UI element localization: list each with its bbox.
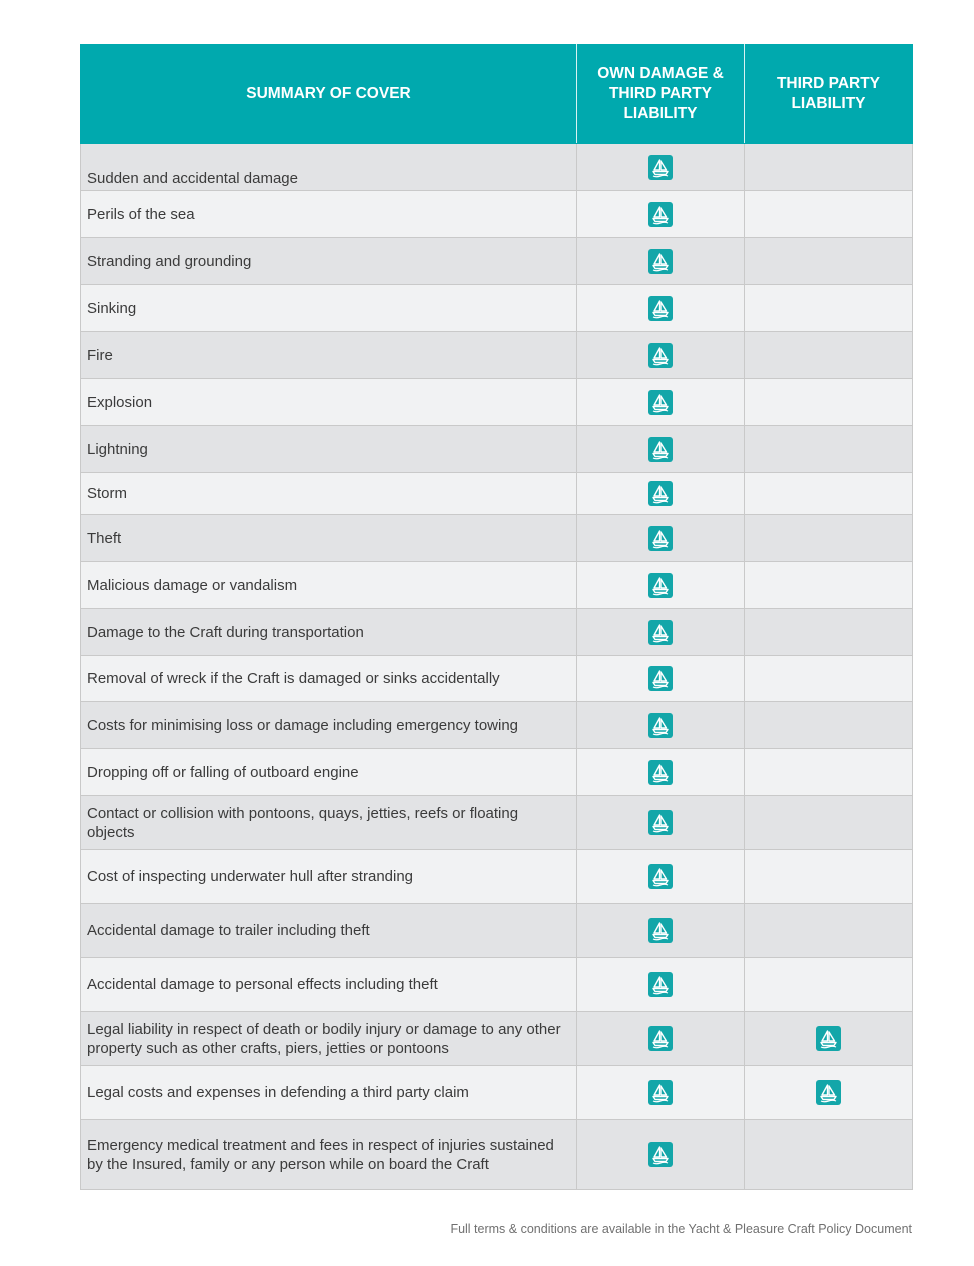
cover-item-label: Damage to the Craft during transportation — [81, 609, 577, 656]
boat-icon — [648, 810, 673, 835]
own-damage-cell — [577, 850, 745, 904]
footer-note: Full terms & conditions are available in the Yacht & Pleasure Craft Policy Document — [450, 1222, 912, 1236]
cover-item-label: Legal costs and expenses in defending a third party claim — [81, 1066, 577, 1120]
third-party-cell — [745, 1120, 913, 1190]
own-damage-cell — [577, 904, 745, 958]
third-party-cell — [745, 191, 913, 238]
boat-icon — [648, 481, 673, 506]
cover-rows — [81, 144, 913, 1190]
table-row — [81, 238, 913, 285]
summary-of-cover-table — [80, 44, 913, 1190]
boat-icon — [648, 573, 673, 598]
third-party-cell — [745, 656, 913, 702]
own-damage-cell — [577, 285, 745, 332]
third-party-cell — [745, 285, 913, 332]
own-damage-cell — [577, 332, 745, 379]
table-row — [81, 656, 913, 702]
cover-item-label: Costs for minimising loss or damage including emergency towing — [81, 702, 577, 749]
header-own-damage: OWN DAMAGE & THIRD PARTY LIABILITY — [577, 45, 745, 144]
cover-item-label: Fire — [81, 332, 577, 379]
cover-item-label: Emergency medical treatment and fees in respect of injuries sustained by the Insured, family or any person while on board the Craft — [81, 1120, 577, 1190]
own-damage-cell — [577, 562, 745, 609]
boat-icon — [648, 713, 673, 738]
boat-icon — [816, 1026, 841, 1051]
boat-icon — [648, 390, 673, 415]
own-damage-cell — [577, 238, 745, 285]
cover-item-label: Theft — [81, 515, 577, 562]
boat-icon — [648, 1080, 673, 1105]
table-row — [81, 379, 913, 426]
cover-item-label: Malicious damage or vandalism — [81, 562, 577, 609]
cover-item-label: Removal of wreck if the Craft is damaged or sinks accidentally — [81, 656, 577, 702]
cover-item-label: Dropping off or falling of outboard engine — [81, 749, 577, 796]
boat-icon — [648, 1026, 673, 1051]
table-row — [81, 609, 913, 656]
third-party-cell — [745, 379, 913, 426]
own-damage-cell — [577, 1066, 745, 1120]
third-party-cell — [745, 850, 913, 904]
cover-item-label: Contact or collision with pontoons, quays, jetties, reefs or floating objects — [81, 796, 577, 850]
boat-icon — [648, 343, 673, 368]
cover-item-label: Lightning — [81, 426, 577, 473]
third-party-cell — [745, 473, 913, 515]
own-damage-cell — [577, 426, 745, 473]
table-row — [81, 1012, 913, 1066]
third-party-cell — [745, 609, 913, 656]
boat-icon — [648, 155, 673, 180]
third-party-cell — [745, 749, 913, 796]
third-party-cell — [745, 904, 913, 958]
cover-item-label: Cost of inspecting underwater hull after stranding — [81, 850, 577, 904]
third-party-cell — [745, 796, 913, 850]
boat-icon — [648, 526, 673, 551]
table-row — [81, 1120, 913, 1190]
header-summary-of-cover: SUMMARY OF COVER — [81, 45, 577, 144]
own-damage-cell — [577, 1120, 745, 1190]
table-row — [81, 850, 913, 904]
boat-icon — [648, 864, 673, 889]
own-damage-cell — [577, 473, 745, 515]
third-party-cell — [745, 562, 913, 609]
cover-item-label: Explosion — [81, 379, 577, 426]
own-damage-cell — [577, 609, 745, 656]
table-row — [81, 426, 913, 473]
third-party-cell — [745, 144, 913, 191]
boat-icon — [648, 437, 673, 462]
boat-icon — [648, 760, 673, 785]
table-row — [81, 904, 913, 958]
third-party-cell — [745, 515, 913, 562]
table-row — [81, 191, 913, 238]
third-party-cell — [745, 702, 913, 749]
third-party-cell — [745, 426, 913, 473]
own-damage-cell — [577, 144, 745, 191]
table-row — [81, 749, 913, 796]
own-damage-cell — [577, 379, 745, 426]
own-damage-cell — [577, 656, 745, 702]
third-party-cell — [745, 958, 913, 1012]
cover-item-label: Perils of the sea — [81, 191, 577, 238]
table-row — [81, 562, 913, 609]
cover-item-label: Sinking — [81, 285, 577, 332]
boat-icon — [648, 972, 673, 997]
table-row — [81, 332, 913, 379]
table-row — [81, 473, 913, 515]
third-party-cell — [745, 332, 913, 379]
own-damage-cell — [577, 1012, 745, 1066]
boat-icon — [648, 296, 673, 321]
own-damage-cell — [577, 191, 745, 238]
own-damage-cell — [577, 515, 745, 562]
cover-item-label: Stranding and grounding — [81, 238, 577, 285]
own-damage-cell — [577, 749, 745, 796]
own-damage-cell — [577, 702, 745, 749]
third-party-cell — [745, 238, 913, 285]
table-row — [81, 702, 913, 749]
cover-item-label: Storm — [81, 473, 577, 515]
header-third-party: THIRD PARTY LIABILITY — [745, 45, 913, 144]
boat-icon — [648, 1142, 673, 1167]
cover-item-label: Sudden and accidental damage — [81, 144, 577, 191]
table-header-row — [81, 45, 913, 144]
cover-item-label: Accidental damage to personal effects including theft — [81, 958, 577, 1012]
table-row — [81, 796, 913, 850]
third-party-cell — [745, 1066, 913, 1120]
own-damage-cell — [577, 958, 745, 1012]
cover-item-label: Legal liability in respect of death or bodily injury or damage to any other property such as other crafts, piers, jetties or pontoons — [81, 1012, 577, 1066]
table-row — [81, 144, 913, 191]
own-damage-cell — [577, 796, 745, 850]
table-row — [81, 515, 913, 562]
boat-icon — [648, 666, 673, 691]
boat-icon — [648, 202, 673, 227]
boat-icon — [648, 620, 673, 645]
table-row — [81, 958, 913, 1012]
boat-icon — [816, 1080, 841, 1105]
boat-icon — [648, 249, 673, 274]
table-row — [81, 285, 913, 332]
boat-icon — [648, 918, 673, 943]
table-row — [81, 1066, 913, 1120]
cover-item-label: Accidental damage to trailer including theft — [81, 904, 577, 958]
third-party-cell — [745, 1012, 913, 1066]
